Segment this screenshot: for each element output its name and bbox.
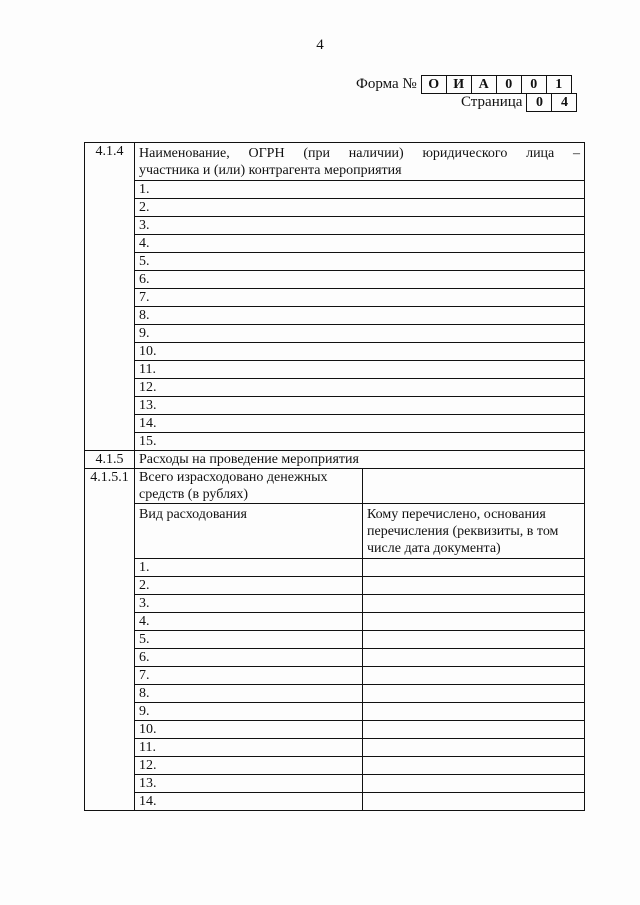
list-item[interactable]: 7.	[135, 289, 585, 307]
table-cell[interactable]	[363, 703, 585, 721]
list-item[interactable]: 2.	[135, 199, 585, 217]
table-row[interactable]: 1.	[135, 559, 363, 577]
table-row[interactable]: 12.	[135, 757, 363, 775]
total-spent-label-line1: Всего израсходовано денежных	[139, 470, 328, 485]
table-row[interactable]: 5.	[135, 631, 363, 649]
table-cell[interactable]	[363, 631, 585, 649]
table-cell[interactable]	[363, 667, 585, 685]
section-414-title-line2: участника и (или) контрагента мероприятия	[139, 163, 402, 178]
list-item[interactable]: 13.	[135, 397, 585, 415]
col-header-expense-type: Вид расходования	[135, 504, 363, 559]
section-415-title: Расходы на проведение мероприятия	[135, 451, 585, 469]
table-row[interactable]: 14.	[135, 793, 363, 811]
section-4151-number: 4.1.5.1	[85, 469, 135, 811]
list-item[interactable]: 5.	[135, 253, 585, 271]
list-item[interactable]: 4.	[135, 235, 585, 253]
col-header-recipient-line2: перечисления (реквизиты, в том	[367, 524, 559, 539]
total-spent-label-line2: средств (в рублях)	[139, 487, 249, 502]
section-414-title	[135, 143, 585, 181]
list-item[interactable]: 11.	[135, 361, 585, 379]
table-row[interactable]: 11.	[135, 739, 363, 757]
report-table	[84, 142, 585, 811]
table-cell[interactable]	[363, 559, 585, 577]
table-cell[interactable]	[363, 775, 585, 793]
form-code-cell: О	[428, 76, 440, 92]
page-code-box	[526, 93, 577, 112]
list-item[interactable]: 12.	[135, 379, 585, 397]
table-cell[interactable]	[363, 595, 585, 613]
page-number: 4	[316, 37, 324, 53]
section-414-number: 4.1.4	[85, 143, 135, 451]
page-code-cell: 4	[551, 94, 576, 111]
form-code-cell: 0	[496, 76, 521, 93]
section-415-number: 4.1.5	[85, 451, 135, 469]
table-row[interactable]: 3.	[135, 595, 363, 613]
table-row[interactable]: 7.	[135, 667, 363, 685]
total-spent-label	[135, 469, 363, 504]
form-label: Форма №	[356, 76, 417, 92]
form-code-cell: А	[471, 76, 496, 93]
col-header-recipient	[363, 504, 585, 559]
table-row[interactable]: 6.	[135, 649, 363, 667]
page-code-row	[461, 93, 577, 112]
list-item[interactable]: 14.	[135, 415, 585, 433]
table-row[interactable]: 4.	[135, 613, 363, 631]
table-cell[interactable]	[363, 739, 585, 757]
form-code-box	[421, 75, 572, 94]
form-code-cell: 0	[521, 76, 546, 93]
form-code-cell: 1	[546, 76, 571, 93]
list-item[interactable]: 3.	[135, 217, 585, 235]
list-item[interactable]: 6.	[135, 271, 585, 289]
table-cell[interactable]	[363, 757, 585, 775]
list-item[interactable]: 9.	[135, 325, 585, 343]
table-row[interactable]: 2.	[135, 577, 363, 595]
table-row[interactable]: 8.	[135, 685, 363, 703]
page-code-cell: 0	[535, 94, 543, 110]
col-header-recipient-line3: числе дата документа)	[367, 541, 501, 556]
table-row[interactable]: 13.	[135, 775, 363, 793]
table-cell[interactable]	[363, 793, 585, 811]
table-cell[interactable]	[363, 577, 585, 595]
list-item[interactable]: 15.	[135, 433, 585, 451]
form-code-cell: И	[446, 76, 471, 93]
col-header-recipient-line1: Кому перечислено, основания	[367, 507, 546, 522]
table-cell[interactable]	[363, 721, 585, 739]
table-cell[interactable]	[363, 613, 585, 631]
list-item[interactable]: 8.	[135, 307, 585, 325]
table-cell[interactable]	[363, 649, 585, 667]
table-row[interactable]: 9.	[135, 703, 363, 721]
form-number-row	[356, 75, 572, 94]
list-item[interactable]: 10.	[135, 343, 585, 361]
total-spent-value[interactable]	[363, 469, 585, 504]
table-cell[interactable]	[363, 685, 585, 703]
table-row[interactable]: 10.	[135, 721, 363, 739]
page-label: Страница	[461, 94, 523, 110]
section-414-title-line1: Наименование, ОГРН (при наличии) юридического лица –	[139, 146, 581, 161]
list-item[interactable]: 1.	[135, 181, 585, 199]
